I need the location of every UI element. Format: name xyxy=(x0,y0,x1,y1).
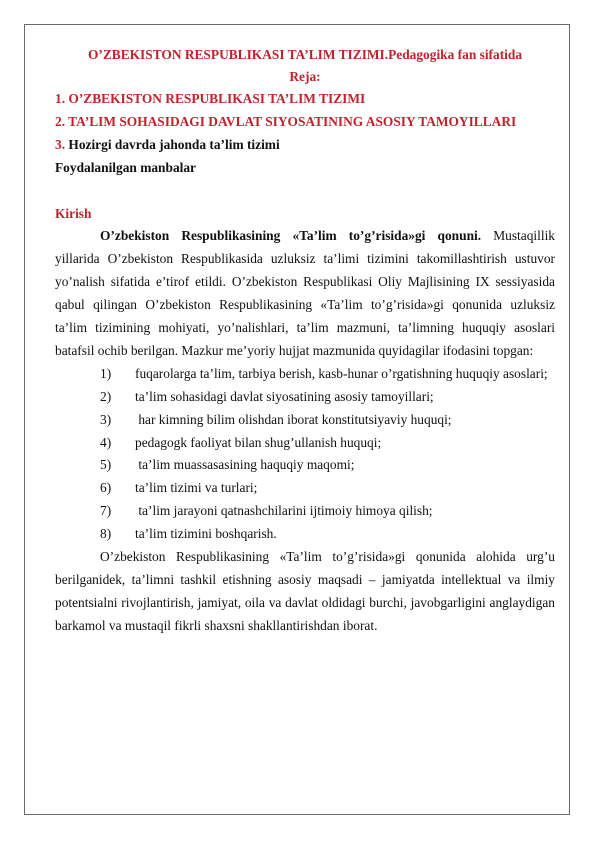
list-item xyxy=(55,500,555,523)
list-item-number: 3) xyxy=(100,411,112,427)
references-link[interactable]: Foydalanilgan manbalar xyxy=(55,159,197,175)
list-item-text: fuqarolarga ta’lim, tarbiya berish, kasb-hunar o’rgatishning huquqiy asoslari; xyxy=(135,365,548,381)
list-item-text: ta’lim sohasidagi davlat siyosatining asosiy tamoyillari; xyxy=(135,388,434,404)
list-item-number: 4) xyxy=(100,434,112,450)
list-item xyxy=(55,386,555,409)
list-item-text: pedagogk faoliyat bilan shug’ullanish huquqi; xyxy=(135,434,382,450)
document-title: O’ZBEKISTON RESPUBLIKASI TA’LIM TIZIMI.Pedagogika fan sifatida xyxy=(87,47,523,62)
plan-item-1[interactable] xyxy=(55,88,555,111)
plan-item-number: 2. xyxy=(55,113,66,129)
list-item xyxy=(55,454,555,477)
list-item-text: ta’lim jarayoni qatnashchilarini ijtimoiy himoya qilish; xyxy=(135,503,433,519)
list-item xyxy=(55,477,555,500)
intro-paragraph-1-text: Mustaqillik yillarida O’zbekiston Respublikasida uzluksiz ta’limi tizimini takomillashtirish ustuvor yo’nalish sifatida e’tirof etildi. O’zbekiston Respublikasi Oliy Majlisining IX sessiyasida qabul qilingan O’zbekiston Respublikasining «Ta’lim to’g’risida»gi qonunida uzluksiz ta’lim tizimining mohiyati, yo’nalishlari, ta’lim mazmuni, ta’limning huquqiy asoslari batafsil ochib berilgan. Mazkur me’yoriy hujjat mazmunida quyidagilar ifodasini topgan: xyxy=(55,228,555,358)
plan-item-text: O’ZBEKISTON RESPUBLIKASI TA’LIM TIZIMI xyxy=(68,91,366,106)
spacer xyxy=(55,180,555,203)
plan-item-number: 3. xyxy=(55,136,66,152)
list-item-text: har kimning bilim olishdan iborat konstitutsiyaviy huquqi; xyxy=(135,411,452,427)
list-item-number: 2) xyxy=(100,388,112,404)
list-item xyxy=(55,363,555,386)
plan-item-text: Hozirgi davrda jahonda ta’lim tizimi xyxy=(68,136,280,152)
intro-paragraph-1 xyxy=(55,225,555,362)
plan-item-number: 1. xyxy=(55,91,66,106)
list-item-text: ta’lim muassasasining haquqiy maqomi; xyxy=(135,457,355,473)
list-item-text: ta’lim tizimini boshqarish. xyxy=(135,526,277,542)
list-item xyxy=(55,432,555,455)
list-item-number: 6) xyxy=(100,480,112,496)
law-title: O’zbekiston Respublikasining «Ta’lim to’g’risida»gi qonuni. xyxy=(100,228,482,244)
list-item-text: ta’lim tizimi va turlari; xyxy=(135,480,258,496)
list-item xyxy=(55,523,555,546)
list-item-number: 5) xyxy=(100,457,112,473)
intro-heading: Kirish xyxy=(55,205,92,221)
plan-item-3[interactable] xyxy=(55,134,555,157)
list-item-number: 7) xyxy=(100,503,112,519)
document-body xyxy=(55,44,555,638)
plan-item-2[interactable] xyxy=(55,111,555,134)
intro-paragraph-2: O’zbekiston Respublikasining «Ta’lim to’g’risida»gi qonunida alohida urg’u berilganidek, ta’limni tashkil etishning asosiy maqsadi – jamiyatda intellektual va ilmiy potentsialni rivojlantirish, jamiyat, oila va davlat oldidagi burchi, javobgarligini anglaydigan barkamol va mustaqil fikrli shaxsni shakllantirishdan iborat. xyxy=(55,549,555,633)
list-item xyxy=(55,409,555,432)
plan-item-text: TA’LIM SOHASIDAGI DAVLAT SIYOSATINING ASOSIY TAMOYILLARI xyxy=(68,113,517,129)
list-item-number: 1) xyxy=(100,365,112,381)
list-item-number: 8) xyxy=(100,526,112,542)
plan-label: Reja: xyxy=(289,69,321,84)
